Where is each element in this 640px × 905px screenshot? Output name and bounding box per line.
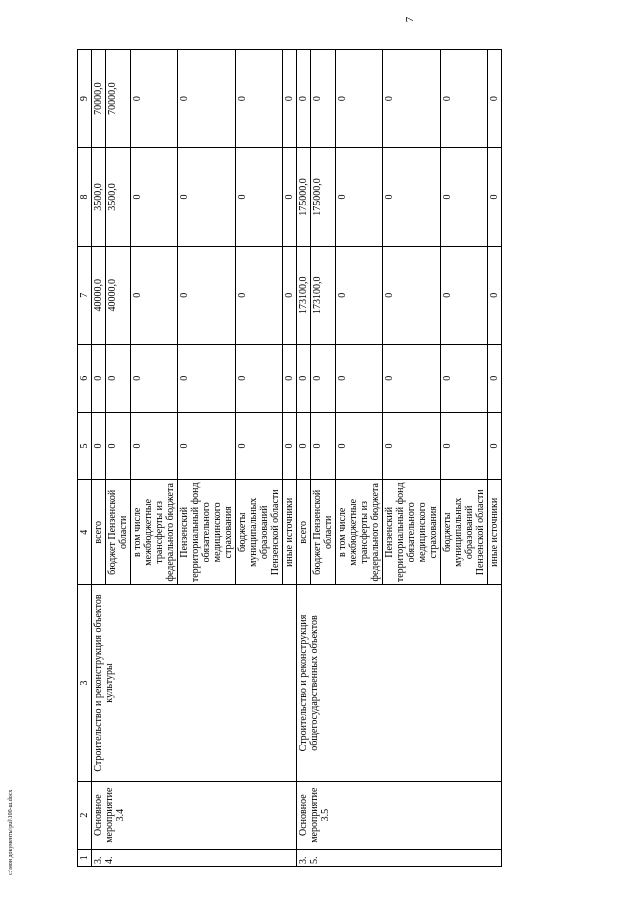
funding-source: всего (92, 480, 106, 585)
column-number: 8 (78, 148, 92, 246)
amount-cell: 40000,0 (106, 246, 131, 344)
measure-title: Строительство и реконструкция объектов культуры (92, 585, 297, 782)
amount-cell: 0 (336, 344, 383, 412)
amount-cell: 175000,0 (297, 148, 311, 246)
amount-cell: 0 (383, 246, 441, 344)
amount-cell: 0 (336, 148, 383, 246)
amount-cell: 0 (283, 344, 297, 412)
amount-cell: 173100,0 (297, 246, 311, 344)
amount-cell: 0 (311, 412, 336, 480)
amount-cell: 3500,0 (92, 148, 106, 246)
amount-cell: 0 (131, 246, 178, 344)
amount-cell: 0 (383, 148, 441, 246)
amount-cell: 0 (92, 412, 106, 480)
amount-cell: 0 (488, 50, 502, 148)
amount-cell: 0 (383, 412, 441, 480)
funding-source: в том числе межбюджетные трансферты из федерального бюджета (336, 480, 383, 585)
column-number: 6 (78, 344, 92, 412)
header-row (78, 50, 92, 867)
amount-cell: 0 (311, 50, 336, 148)
amount-cell: 0 (178, 50, 236, 148)
amount-cell: 0 (283, 50, 297, 148)
amount-cell: 0 (488, 246, 502, 344)
amount-cell: 0 (297, 412, 311, 480)
amount-cell: 0 (236, 148, 283, 246)
column-number: 3 (78, 585, 92, 782)
funding-source: Пензенский территориальный фонд обязательного медицинского страхования (178, 480, 236, 585)
amount-cell: 0 (383, 344, 441, 412)
funding-table (77, 49, 502, 867)
amount-cell: 0 (131, 148, 178, 246)
funding-source: бюджет Пензенской области (106, 480, 131, 585)
funding-source: бюджет Пензенской области (311, 480, 336, 585)
measure-kind: Основное мероприятие 3.4 (92, 781, 297, 849)
page-number: 7 (404, 16, 416, 23)
amount-cell: 0 (131, 344, 178, 412)
amount-cell: 0 (236, 344, 283, 412)
amount-cell: 0 (92, 344, 106, 412)
amount-cell: 0 (297, 50, 311, 148)
amount-cell: 0 (441, 344, 488, 412)
column-number: 4 (78, 480, 92, 585)
column-number: 1 (78, 849, 92, 866)
column-number: 5 (78, 412, 92, 480)
amount-cell: 0 (336, 246, 383, 344)
amount-cell: 0 (236, 412, 283, 480)
table-body (78, 50, 502, 867)
amount-cell: 0 (441, 50, 488, 148)
amount-cell: 0 (441, 148, 488, 246)
amount-cell: 0 (488, 412, 502, 480)
table-row (92, 50, 106, 867)
column-number: 2 (78, 781, 92, 849)
amount-cell: 70000,0 (92, 50, 106, 148)
amount-cell: 70000,0 (106, 50, 131, 148)
column-number: 7 (78, 246, 92, 344)
funding-source: бюджеты муниципальных образований Пензенской области (236, 480, 283, 585)
amount-cell: 0 (441, 412, 488, 480)
amount-cell: 0 (283, 246, 297, 344)
amount-cell: 0 (178, 412, 236, 480)
row-number: 3.5. (297, 849, 502, 866)
amount-cell: 40000,0 (92, 246, 106, 344)
amount-cell: 0 (488, 148, 502, 246)
funding-source: всего (297, 480, 311, 585)
row-number: 3.4. (92, 849, 297, 866)
amount-cell: 0 (178, 344, 236, 412)
table-row (297, 50, 311, 867)
amount-cell: 0 (441, 246, 488, 344)
amount-cell: 0 (106, 344, 131, 412)
amount-cell: 0 (297, 344, 311, 412)
amount-cell: 0 (383, 50, 441, 148)
amount-cell: 0 (283, 412, 297, 480)
amount-cell: 175000,0 (311, 148, 336, 246)
measure-kind: Основное мероприятие 3.5 (297, 781, 502, 849)
amount-cell: 0 (236, 50, 283, 148)
funding-source: иные источники (283, 480, 297, 585)
amount-cell: 0 (106, 412, 131, 480)
amount-cell: 0 (283, 148, 297, 246)
amount-cell: 3500,0 (106, 148, 131, 246)
amount-cell: 0 (131, 412, 178, 480)
funding-source: бюджеты муниципальных образований Пензенской области (441, 480, 488, 585)
amount-cell: 173100,0 (311, 246, 336, 344)
measure-title: Строительство и реконструкция общегосударственных объектов (297, 585, 502, 782)
amount-cell: 0 (311, 344, 336, 412)
amount-cell: 0 (488, 344, 502, 412)
column-number: 9 (78, 50, 92, 148)
amount-cell: 0 (178, 148, 236, 246)
amount-cell: 0 (178, 246, 236, 344)
funding-source: Пензенский территориальный фонд обязательного медицинского страхования (383, 480, 441, 585)
amount-cell: 0 (131, 50, 178, 148)
footer-path: c:\мои документы\pul\100-ш.docx (8, 789, 14, 875)
funding-source: иные источники (488, 480, 502, 585)
amount-cell: 0 (336, 412, 383, 480)
amount-cell: 0 (236, 246, 283, 344)
amount-cell: 0 (336, 50, 383, 148)
funding-source: в том числе межбюджетные трансферты из федерального бюджета (131, 480, 178, 585)
